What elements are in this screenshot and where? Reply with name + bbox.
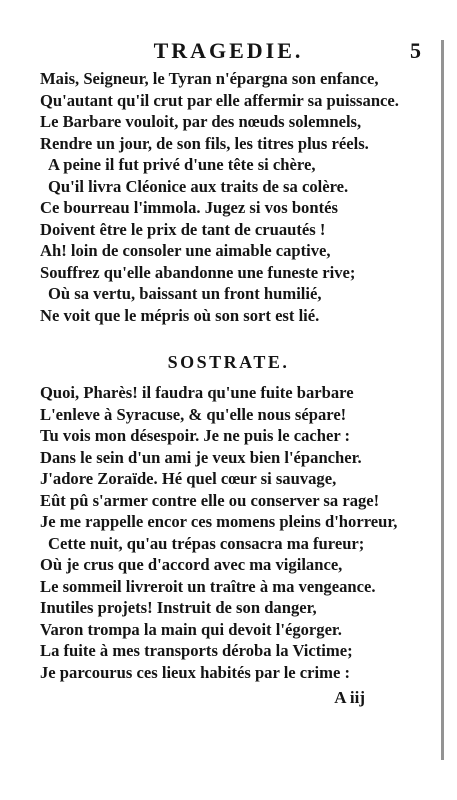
page-edge-shadow [441,40,444,760]
verse-line: Ce bourreau l'immola. Jugez si vos bontés [40,198,338,217]
verse-line: Rendre un jour, de son fils, les titres plus réels. [40,133,369,153]
verse-line: L'enleve à Syracuse, & qu'elle nous sépare! [40,404,347,424]
verse-line: Je parcourus ces lieux habités par le crime : [40,662,351,682]
verse-block-1 [40,68,420,326]
verse-block-2 [40,382,420,683]
verse-line: Quoi, Pharès! il faudra qu'une fuite barbare [40,383,354,402]
signature-mark: A iij [334,688,365,707]
verse-line: La fuite à mes transports déroba la Victime; [40,641,353,660]
verse-line: Inutiles projets! Instruit de son danger, [40,598,317,617]
verse-line: Varon trompa la main qui devoit l'égorger. [40,619,342,639]
verse-line: Où sa vertu, baissant un front humilié, [48,284,322,303]
verse-line: Qu'autant qu'il crut par elle affermir sa puissance. [40,90,399,110]
verse-line: A peine il fut privé d'une tête si chère, [48,155,316,174]
verse-line: Le sommeil livreroit un traître à ma vengeance. [40,576,376,596]
verse-line: Ah! loin de consoler une aimable captive, [40,241,331,260]
verse-line: Doivent être le prix de tant de cruautés ! [40,219,326,239]
verse-line: Mais, Seigneur, le Tyran n'épargna son enfance, [40,69,379,88]
verse-line: Qu'il livra Cléonice aux traits de sa colère. [48,176,349,196]
verse-line: Où je crus que d'accord avec ma vigilance, [40,555,343,574]
verse-line: J'adore Zoraïde. Hé quel cœur si sauvage, [40,469,337,488]
verse-line: Dans le sein d'un ami je veux bien l'épancher. [40,447,362,467]
running-head: TRAGEDIE. [153,38,304,63]
verse-line: Ne voit que le mépris où son sort est lié. [40,305,320,325]
verse-line: Tu vois mon désespoir. Je ne puis le cacher : [40,426,351,445]
verse-line: Souffrez qu'elle abandonne une funeste rive; [40,262,356,282]
verse-line: Eût pû s'armer contre elle ou conserver sa rage! [40,490,380,510]
speaker-name: SOSTRATE. [167,352,290,372]
verse-line: Je me rappelle encor ces momens pleins d'horreur, [40,512,398,531]
page-number: 5 [410,38,421,63]
verse-line: Le Barbare vouloit, par des nœuds solemnels, [40,112,362,131]
verse-line: Cette nuit, qu'au trépas consacra ma fureur; [48,533,365,553]
